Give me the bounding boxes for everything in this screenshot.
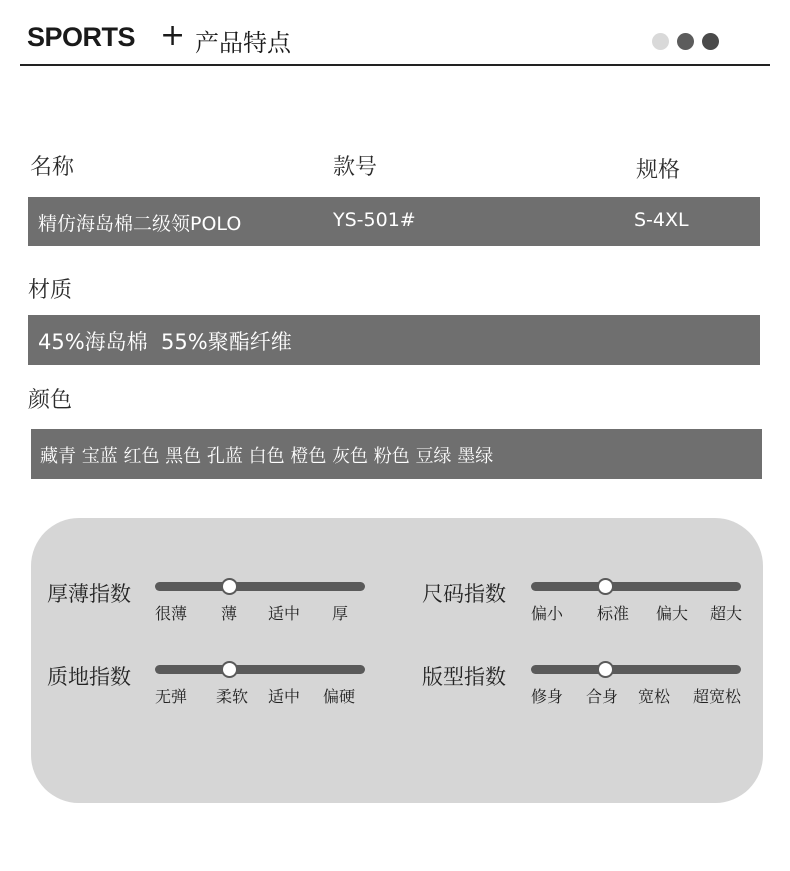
index-slider-knob xyxy=(597,578,614,595)
index-option: 厚 xyxy=(332,604,349,623)
index-option: 宽松 xyxy=(638,687,671,706)
dot-indicator-3 xyxy=(702,33,719,50)
index-option: 薄 xyxy=(221,604,238,623)
index-option: 无弹 xyxy=(155,687,188,706)
header-divider xyxy=(20,64,770,66)
index-option: 柔软 xyxy=(216,687,249,706)
index-option: 适中 xyxy=(268,604,301,623)
index-option: 超宽松 xyxy=(693,687,742,706)
index-option: 偏硬 xyxy=(323,687,356,706)
dot-indicator-2 xyxy=(677,33,694,50)
name-column-header: 名称 xyxy=(30,155,75,180)
dot-indicator-1 xyxy=(652,33,669,50)
index-option: 适中 xyxy=(268,687,301,706)
index-slider-track xyxy=(155,665,365,674)
size-column-header: 规格 xyxy=(636,158,681,183)
index-option: 偏大 xyxy=(656,604,689,623)
index-label: 版型指数 xyxy=(422,665,506,689)
index-option: 超大 xyxy=(710,604,743,623)
index-label: 质地指数 xyxy=(47,665,131,689)
material-value: 45%海岛棉 55%聚酯纤维 xyxy=(38,330,292,354)
index-label: 厚薄指数 xyxy=(47,582,131,606)
index-slider-knob xyxy=(597,661,614,678)
product-info-row xyxy=(28,197,760,246)
color-label: 颜色 xyxy=(28,388,73,413)
index-slider-track xyxy=(531,582,741,591)
index-option: 标准 xyxy=(597,604,630,623)
material-row xyxy=(28,315,760,365)
page-title: 产品特点 xyxy=(195,29,291,57)
index-slider-knob xyxy=(221,661,238,678)
index-option: 很薄 xyxy=(155,604,188,623)
index-option: 修身 xyxy=(531,687,564,706)
product-name: 精仿海岛棉二级领POLO xyxy=(38,213,242,235)
index-option: 偏小 xyxy=(531,604,564,623)
index-slider-track xyxy=(531,665,741,674)
index-option: 合身 xyxy=(586,687,619,706)
index-label: 尺码指数 xyxy=(422,582,506,606)
product-code: YS-501# xyxy=(333,209,416,231)
plus-icon: + xyxy=(160,18,186,53)
code-column-header: 款号 xyxy=(333,155,378,180)
material-label: 材质 xyxy=(28,278,73,303)
color-row xyxy=(31,429,762,479)
product-size: S-4XL xyxy=(634,209,689,231)
index-panel xyxy=(31,518,763,803)
brand-logo: SPORTS xyxy=(27,22,136,52)
index-slider-knob xyxy=(221,578,238,595)
index-slider-track xyxy=(155,582,365,591)
color-value: 藏青 宝蓝 红色 黑色 孔蓝 白色 橙色 灰色 粉色 豆绿 墨绿 xyxy=(40,446,494,467)
